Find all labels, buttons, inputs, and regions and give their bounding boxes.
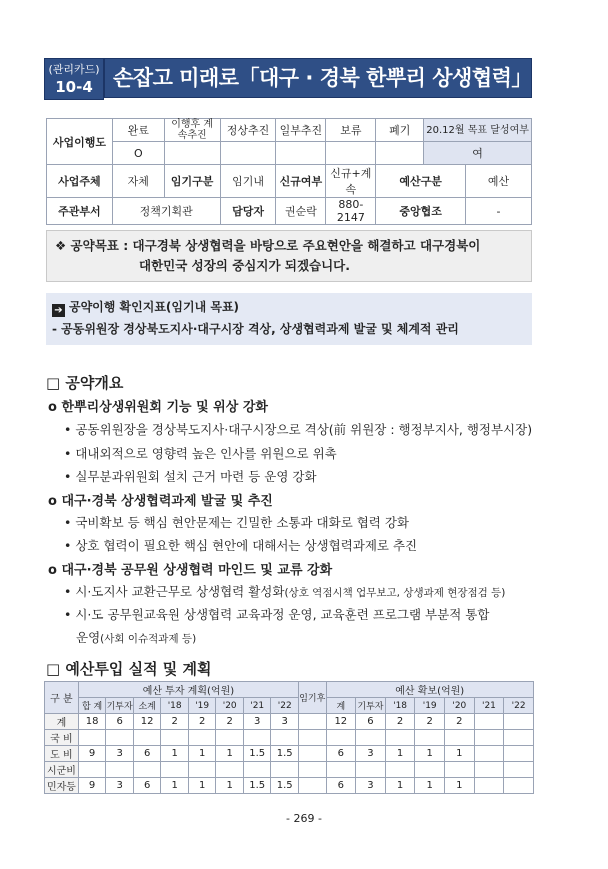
- page-title: 손잡고 미래로「대구 · 경북 한뿌리 상생협력」: [113, 66, 532, 90]
- budget-cell: 3: [271, 714, 299, 730]
- budget-cell: 1: [216, 746, 244, 762]
- budget-cell: [356, 730, 386, 746]
- budget-sub-header: 계: [326, 698, 356, 714]
- budget-cell: [445, 762, 475, 778]
- budget-cell: [188, 730, 216, 746]
- budget-sub-header: '22: [504, 698, 534, 714]
- budget-sub-header: 소계: [133, 698, 161, 714]
- info-label: 임기구분: [164, 165, 220, 198]
- budget-sub-header: '20: [216, 698, 244, 714]
- indicator-text: - 공동위원장 경상북도지사·대구시장 격상, 상생협력과제 발굴 및 체계적 관리: [52, 322, 459, 336]
- budget-cell: 12: [133, 714, 161, 730]
- budget-cell: 12: [326, 714, 356, 730]
- budget-sub-header: '21: [474, 698, 504, 714]
- status-value: [220, 142, 276, 165]
- overview-item: 운영: [76, 630, 101, 645]
- budget-cell: [216, 762, 244, 778]
- status-value: O: [112, 142, 164, 165]
- budget-cell: [474, 762, 504, 778]
- budget-cell: [326, 762, 356, 778]
- overview-item-note: (사회 이슈적과제 등): [100, 633, 197, 645]
- budget-sub-header: '18: [385, 698, 415, 714]
- budget-sub-header: '20: [445, 698, 475, 714]
- budget-cell: 18: [78, 714, 106, 730]
- overview-item: • 국비확보 등 핵심 현안문제는 긴밀한 소통과 대화로 협력 강화: [64, 515, 410, 530]
- budget-cell: 2: [161, 714, 189, 730]
- budget-cell: 6: [133, 778, 161, 794]
- budget-sub-header: '18: [161, 698, 189, 714]
- budget-cell: 1: [216, 778, 244, 794]
- budget-cell: 1.5: [243, 778, 271, 794]
- goal-line: 대한민국 성장의 중심지가 되겠습니다.: [139, 258, 351, 273]
- budget-cell: [504, 714, 534, 730]
- budget-cell: [415, 730, 445, 746]
- overview-item: • 대내외적으로 영향력 높은 인사를 위원으로 위촉: [64, 446, 337, 461]
- budget-cell: [298, 714, 326, 730]
- budget-cell: 6: [326, 746, 356, 762]
- card-label: (관리카드): [48, 63, 100, 76]
- info-value: 예산: [466, 165, 532, 198]
- status-header: 보류: [326, 119, 376, 142]
- budget-cell: [385, 762, 415, 778]
- budget-cell: [415, 762, 445, 778]
- arrow-right-icon: ➔: [52, 304, 65, 317]
- budget-cell: 민자등: [45, 778, 79, 794]
- budget-cell: 9: [78, 746, 106, 762]
- info-label: 중앙협조: [376, 198, 466, 225]
- budget-cell: [271, 730, 299, 746]
- budget-cell: 국 비: [45, 730, 79, 746]
- budget-cell: [78, 730, 106, 746]
- budget-cell: [504, 778, 534, 794]
- budget-cell: 1: [385, 746, 415, 762]
- info-value: 880-2147: [326, 198, 376, 225]
- budget-cell: 2: [445, 714, 475, 730]
- status-header: 완료: [112, 119, 164, 142]
- budget-cell: 3: [356, 746, 386, 762]
- status-value: [164, 142, 220, 165]
- page-title-bar: [104, 58, 532, 98]
- budget-cell: [216, 730, 244, 746]
- budget-cell: 1: [415, 778, 445, 794]
- budget-cell: 1: [385, 778, 415, 794]
- budget-row: [45, 730, 534, 746]
- budget-cell: [356, 762, 386, 778]
- overview-item: • 실무분과위원회 설치 근거 마련 등 운영 강화: [64, 469, 317, 484]
- info-label: 주관부서: [47, 198, 113, 225]
- budget-cell: [298, 762, 326, 778]
- overview-item-note: (상호 역점시책 업무보고, 상생과제 현장점검 등): [284, 587, 506, 599]
- goal-line: ❖ 공약목표 : 대구경북 상생협력을 바탕으로 주요현안을 해결하고 대구경북이: [55, 238, 481, 253]
- budget-cell: [188, 762, 216, 778]
- budget-cell: [133, 730, 161, 746]
- info-label: 담당자: [220, 198, 276, 225]
- budget-cell: 2: [216, 714, 244, 730]
- overview-item: • 시·도 공무원교육원 상생협력 교육과정 운영, 교육훈련 프로그램 부분적 통합: [64, 607, 490, 622]
- goal-box: [46, 230, 532, 282]
- budget-cell: [474, 730, 504, 746]
- budget-cell: [504, 762, 534, 778]
- budget-cell: [445, 730, 475, 746]
- budget-cell: 6: [356, 714, 386, 730]
- budget-cell: 6: [133, 746, 161, 762]
- budget-cell: 3: [243, 714, 271, 730]
- budget-cell: [474, 746, 504, 762]
- budget-cell: 1: [415, 746, 445, 762]
- info-label: 사업주체: [47, 165, 113, 198]
- budget-cell: 2: [415, 714, 445, 730]
- budget-cell: 6: [326, 778, 356, 794]
- info-value: 정책기획관: [112, 198, 220, 225]
- overview-item: • 상호 협력이 필요한 핵심 현안에 대해서는 상생협력과제로 추진: [64, 538, 418, 553]
- budget-plan-header: 예산 투자 계획(억원): [78, 682, 298, 698]
- budget-cell: 계: [45, 714, 79, 730]
- overview-item: • 시·도지사 교환근무로 상생협력 활성화: [64, 584, 285, 599]
- progress-label: 사업이행도: [47, 119, 113, 165]
- overview-item: o 대구·경북 상생협력과제 발굴 및 추진: [48, 494, 273, 509]
- budget-sub-header: '21: [243, 698, 271, 714]
- budget-cell: [504, 730, 534, 746]
- indicator-box: [46, 293, 532, 345]
- card-badge: [44, 58, 104, 100]
- budget-cell: [298, 730, 326, 746]
- budget-cell: 6: [106, 714, 134, 730]
- page-number: - 269 -: [286, 812, 322, 825]
- budget-cell: 1.5: [243, 746, 271, 762]
- budget-cell: [504, 746, 534, 762]
- budget-secured-header: 예산 확보(억원): [326, 682, 534, 698]
- budget-cell: [271, 762, 299, 778]
- info-value: 자체: [112, 165, 164, 198]
- info-value: 신규+계속: [326, 165, 376, 198]
- budget-cell: [133, 762, 161, 778]
- budget-sub-header: '19: [415, 698, 445, 714]
- target-value: 여: [424, 142, 532, 165]
- budget-row: [45, 714, 534, 730]
- budget-cell: 1.5: [271, 746, 299, 762]
- budget-sub-header: '22: [271, 698, 299, 714]
- budget-sub-header: 기투자: [356, 698, 386, 714]
- budget-cell: 1: [161, 778, 189, 794]
- status-value: [376, 142, 424, 165]
- card-number: 10-4: [55, 78, 93, 96]
- budget-cell: [326, 730, 356, 746]
- budget-cell: 3: [106, 778, 134, 794]
- budget-cell: 3: [356, 778, 386, 794]
- budget-cell: 1: [188, 746, 216, 762]
- info-value: 권순락: [276, 198, 326, 225]
- budget-row: [45, 778, 534, 794]
- budget-cell: 시군비: [45, 762, 79, 778]
- budget-cell: 9: [78, 778, 106, 794]
- budget-cell: [243, 762, 271, 778]
- budget-cell: 1: [161, 746, 189, 762]
- info-label: 신규여부: [276, 165, 326, 198]
- budget-cell: 2: [385, 714, 415, 730]
- status-header: 일부추진: [276, 119, 326, 142]
- status-header: 폐기: [376, 119, 424, 142]
- overview-heading: □ 공약개요: [46, 374, 124, 392]
- budget-cell: 1: [188, 778, 216, 794]
- budget-cell: [161, 730, 189, 746]
- budget-cell: [298, 746, 326, 762]
- indicator-title: 공약이행 확인지표(임기내 목표): [69, 300, 240, 314]
- budget-row: [45, 762, 534, 778]
- budget-sub-header: '19: [188, 698, 216, 714]
- budget-cell: [243, 730, 271, 746]
- budget-table: [44, 681, 534, 794]
- budget-after-header: 임기후: [298, 682, 326, 714]
- overview-item: o 한뿌리상생위원회 기능 및 위상 강화: [48, 400, 268, 415]
- budget-cell: 2: [188, 714, 216, 730]
- budget-row: [45, 746, 534, 762]
- budget-cell: [474, 778, 504, 794]
- status-header: 이행후 계속추진: [164, 119, 220, 142]
- budget-cell: 1.5: [271, 778, 299, 794]
- status-value: [276, 142, 326, 165]
- info-label: 예산구분: [376, 165, 466, 198]
- budget-cell: [161, 762, 189, 778]
- budget-cell: [106, 762, 134, 778]
- budget-cell: [385, 730, 415, 746]
- info-value: 임기내: [220, 165, 276, 198]
- budget-heading: □ 예산투입 실적 및 계획: [46, 660, 212, 678]
- info-value: -: [466, 198, 532, 225]
- budget-cell: [298, 778, 326, 794]
- overview-item: • 공동위원장을 경상북도지사·대구시장으로 격상(前 위원장 : 행정부지사, 행정부시장): [64, 422, 533, 437]
- budget-cell: 1: [445, 746, 475, 762]
- budget-col-header: 구 분: [45, 682, 79, 714]
- budget-cell: 도 비: [45, 746, 79, 762]
- budget-sub-header: 기투자: [106, 698, 134, 714]
- budget-cell: 1: [445, 778, 475, 794]
- info-table: [46, 118, 532, 225]
- overview-item: o 대구·경북 공무원 상생협력 마인드 및 교류 강화: [48, 563, 333, 578]
- status-header: 정상추진: [220, 119, 276, 142]
- status-value: [326, 142, 376, 165]
- budget-cell: [78, 762, 106, 778]
- budget-cell: 3: [106, 746, 134, 762]
- budget-sub-header: 합 계: [78, 698, 106, 714]
- target-header: 20.12월 목표 달성여부: [424, 119, 532, 142]
- budget-cell: [474, 714, 504, 730]
- budget-cell: [106, 730, 134, 746]
